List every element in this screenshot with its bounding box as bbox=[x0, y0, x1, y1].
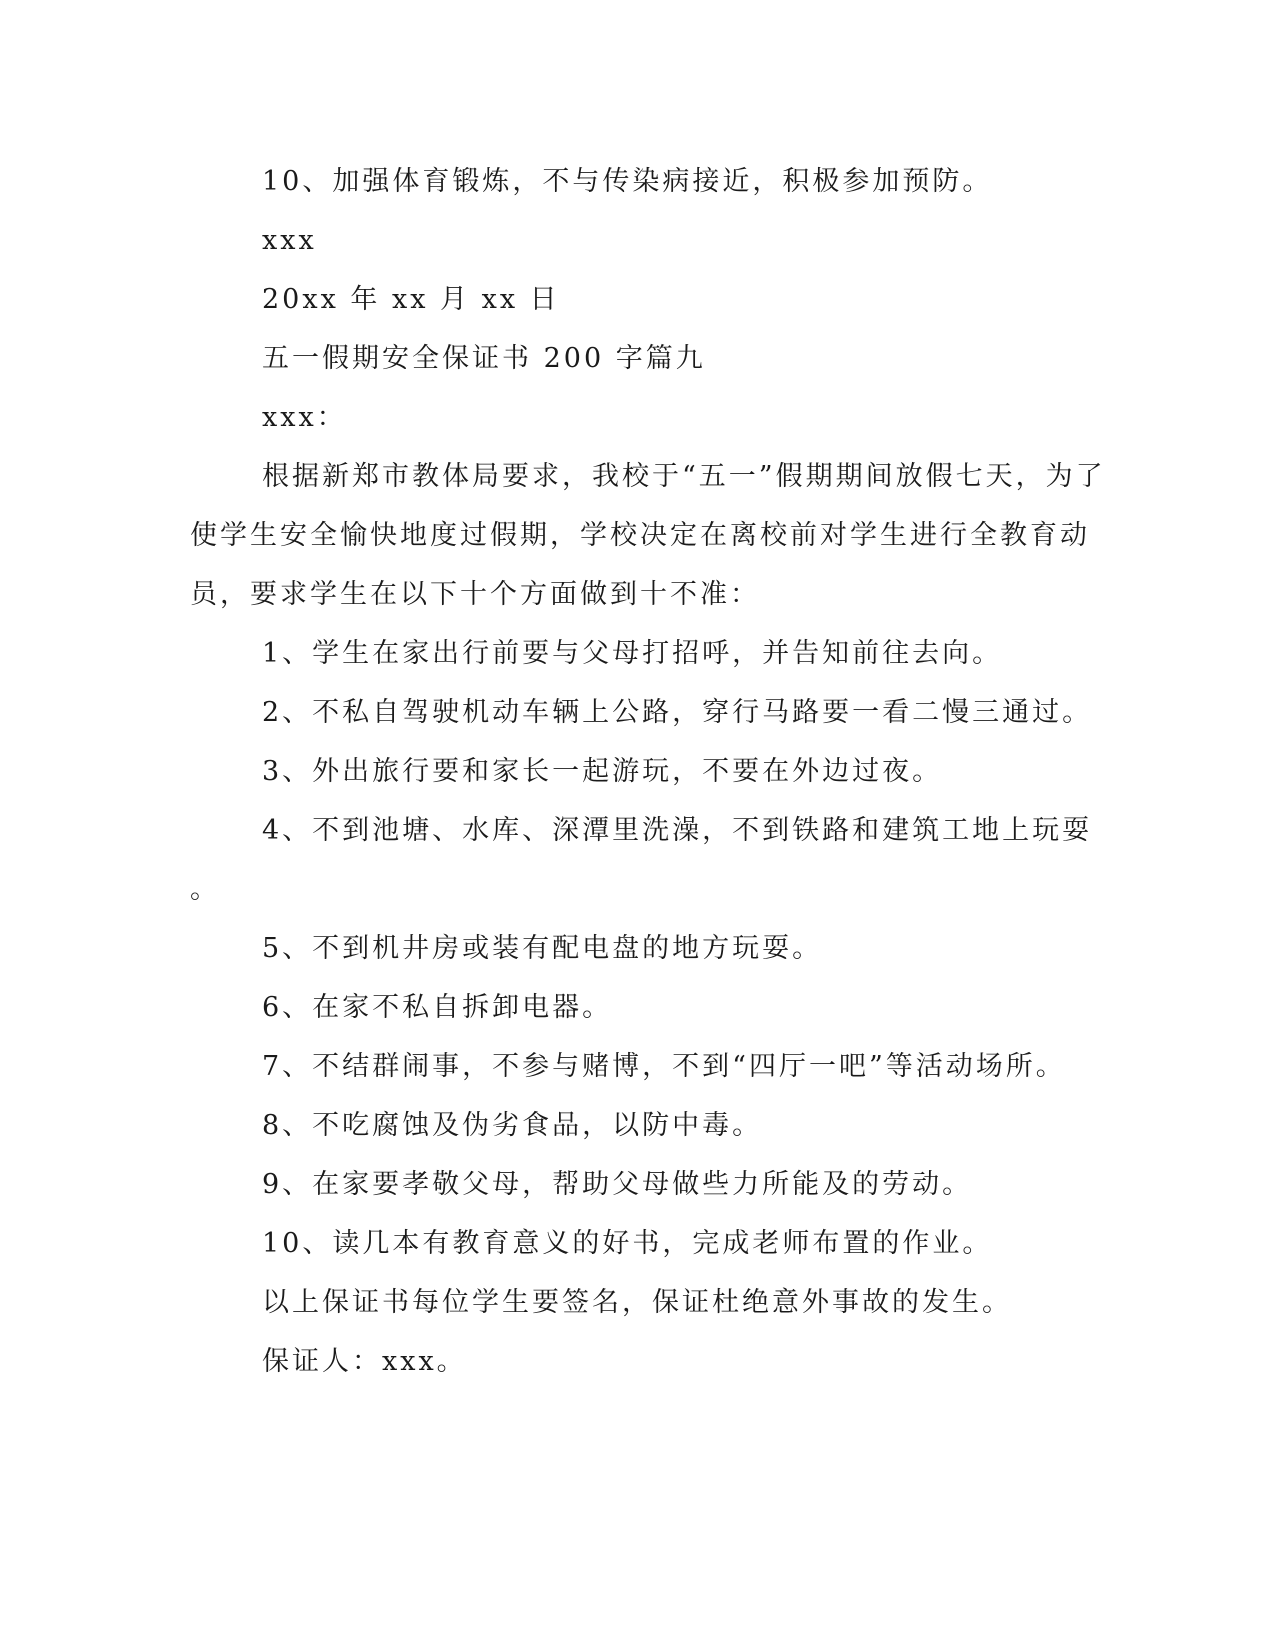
rule-item-4: 4、不到池塘、水库、深潭里洗澡，不到铁路和建筑工地上玩耍 bbox=[262, 815, 1093, 846]
rule-item-8: 8、不吃腐蚀及伪劣食品，以防中毒。 bbox=[262, 1110, 763, 1141]
rule-item-10: 10、读几本有教育意义的好书，完成老师布置的作业。 bbox=[262, 1228, 993, 1259]
intro-paragraph-line-3: 员，要求学生在以下十个方面做到十不准： bbox=[190, 579, 760, 610]
rule-item-3: 3、外出旅行要和家长一起游玩，不要在外边过夜。 bbox=[262, 756, 943, 787]
rule-item-4-continuation: 。 bbox=[190, 874, 220, 905]
rule-item-9: 9、在家要孝敬父母，帮助父母做些力所能及的劳动。 bbox=[262, 1169, 973, 1200]
closing-statement: 以上保证书每位学生要签名，保证杜绝意外事故的发生。 bbox=[262, 1287, 1012, 1318]
rule-item-6: 6、在家不私自拆卸电器。 bbox=[262, 992, 613, 1023]
intro-paragraph-line-1: 根据新郑市教体局要求，我校于“五一”假期期间放假七天，为了 bbox=[262, 461, 1106, 492]
intro-paragraph-line-2: 使学生安全愉快地度过假期，学校决定在离校前对学生进行全教育动 bbox=[190, 520, 1090, 551]
signature-date: 20xx 年 xx 月 xx 日 bbox=[262, 284, 560, 315]
rule-item-1: 1、学生在家出行前要与父母打招呼，并告知前往去向。 bbox=[262, 638, 1003, 669]
signature-name: xxx bbox=[262, 225, 317, 256]
guarantor-signature: 保证人：xxx。 bbox=[262, 1346, 467, 1377]
rule-item-2: 2、不私自驾驶机动车辆上公路，穿行马路要一看二慢三通过。 bbox=[262, 697, 1093, 728]
item-10-exercise: 10、加强体育锻炼，不与传染病接近，积极参加预防。 bbox=[262, 166, 993, 197]
section-title: 五一假期安全保证书 200 字篇九 bbox=[262, 343, 706, 374]
salutation: xxx： bbox=[262, 402, 347, 433]
rule-item-5: 5、不到机井房或装有配电盘的地方玩耍。 bbox=[262, 933, 823, 964]
rule-item-7: 7、不结群闹事，不参与赌博，不到“四厅一吧”等活动场所。 bbox=[262, 1051, 1066, 1082]
